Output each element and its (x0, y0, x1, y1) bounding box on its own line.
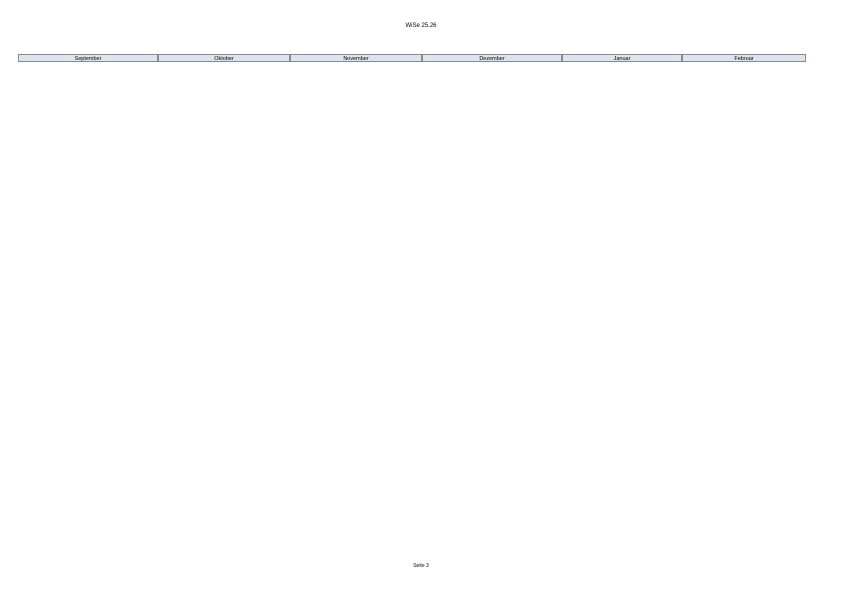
month-header-row (18, 54, 806, 62)
page-footer: Seite 3 (413, 563, 429, 569)
month-header: September (18, 54, 158, 62)
month-header: Oktober (158, 54, 290, 62)
month-header: Dezember (422, 54, 562, 62)
month-header: Februar (682, 54, 806, 62)
page-title: WiSe 25.26 (405, 23, 437, 29)
semester-calendar (18, 54, 806, 62)
month-header: November (290, 54, 422, 62)
month-header: Januar (562, 54, 682, 62)
